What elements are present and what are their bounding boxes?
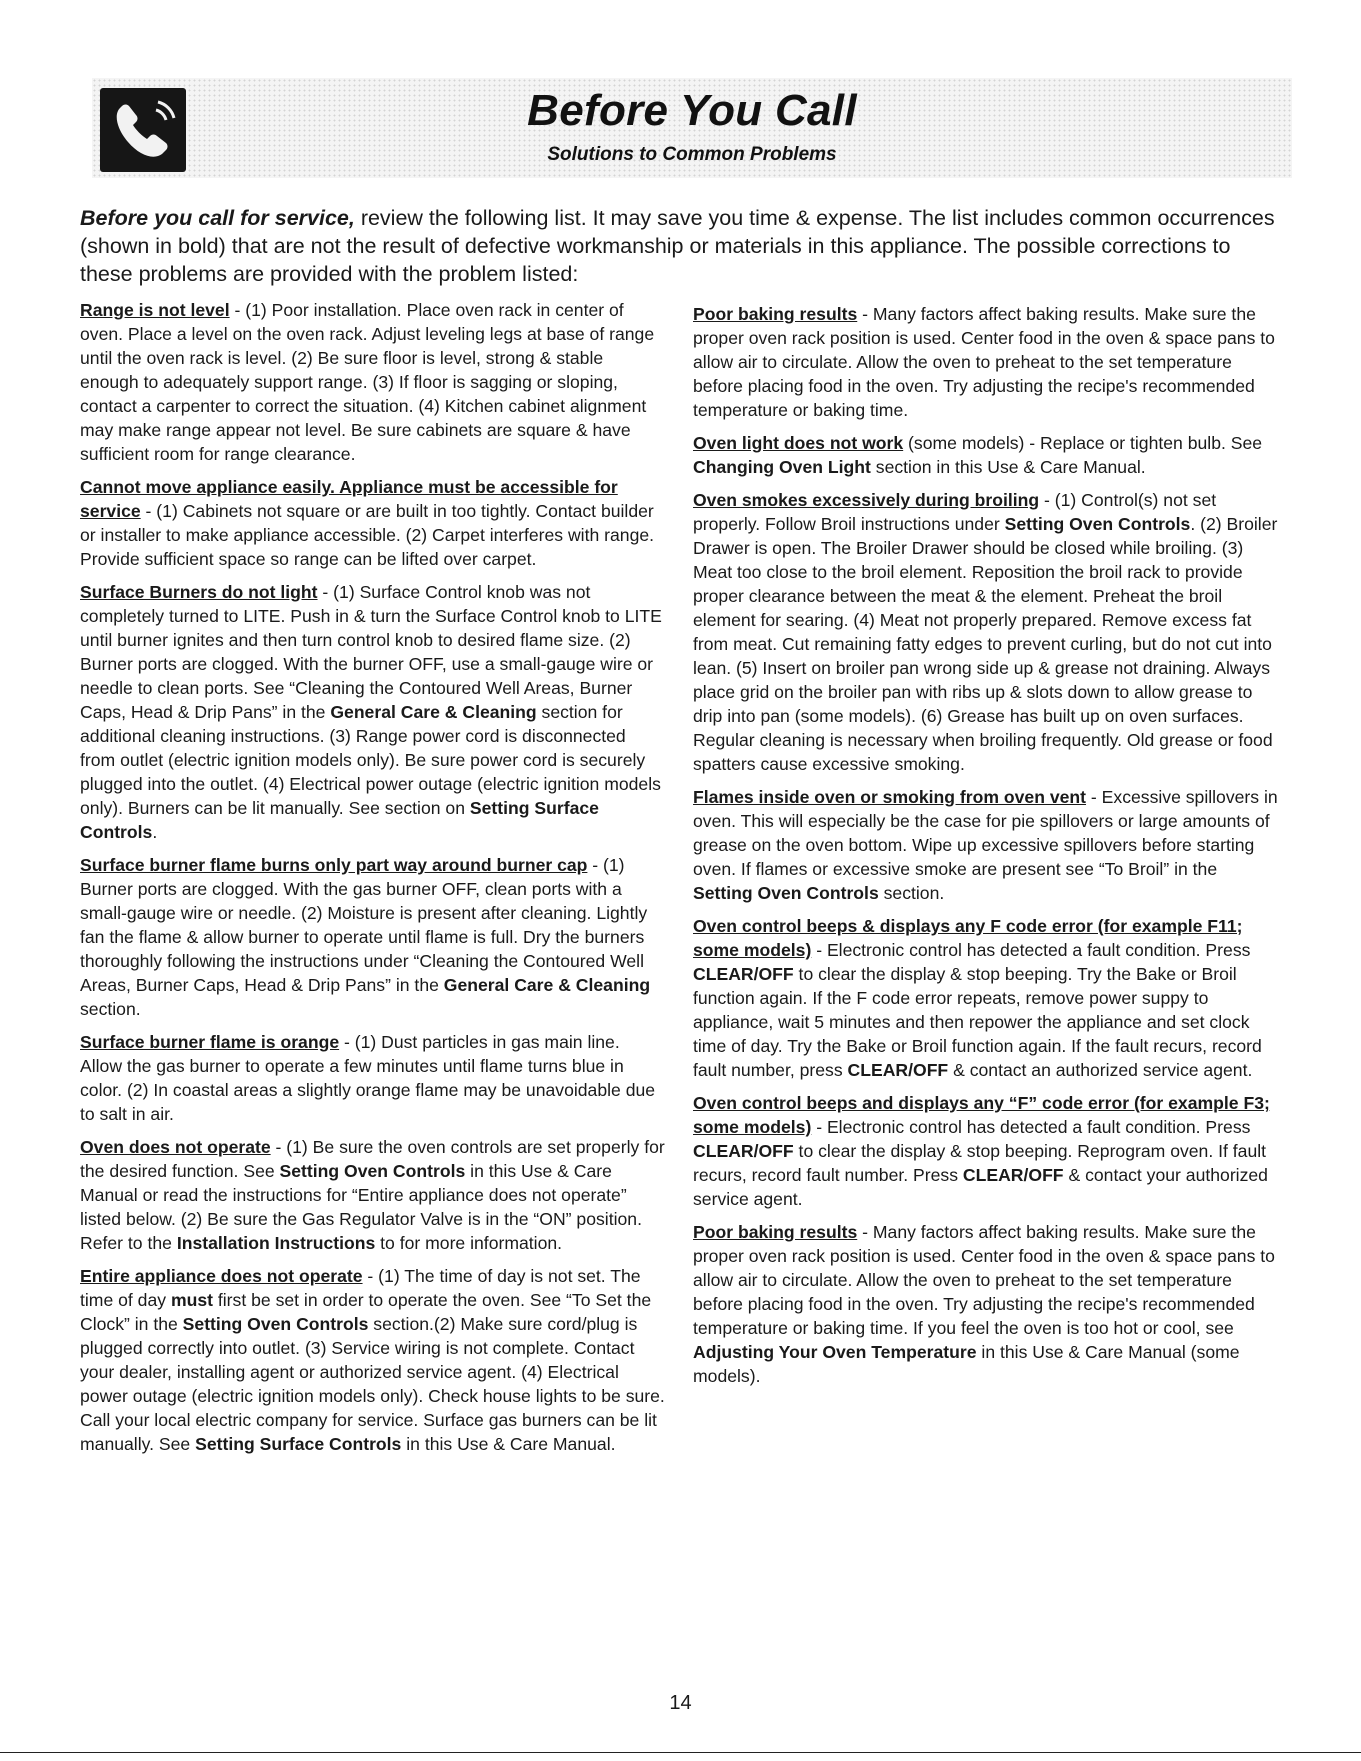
problem-text: - (1) Control(s) not set properly. Follow Broil instructions under (693, 490, 1217, 534)
problem-text: in this Use & Care Manual or read the instructions for “Entire appliance does not operate” listed below. (2) Be sure the Gas Regulator Valve is in the “ON” position. Refer to the (80, 1161, 642, 1253)
problem-item (693, 785, 1278, 905)
problem-text: section. (80, 999, 141, 1019)
bold-reference: Setting Surface Controls (195, 1434, 402, 1454)
page-number: 14 (669, 1692, 692, 1714)
problem-heading: Cannot move appliance easily. Appliance must be accessible for service (80, 477, 618, 521)
problem-item (80, 580, 665, 844)
bold-reference: Setting Oven Controls (1004, 514, 1191, 534)
problem-text: & contact an authorized service agent. (948, 1060, 1253, 1080)
problem-heading: Oven does not operate (80, 1137, 271, 1157)
right-column (693, 302, 1278, 1397)
problem-text: - (1) Poor installation. Place oven rack in center of oven. Place a level on the oven rack. Adjust leveling legs at base of range until the oven rack is level. (2) Be sure floor is level, strong & stable enough to adequately support range. (3) If floor is sagging or sloping, contact a carpenter to correct the situation. (4) Kitchen cabinet alignment may make range appear not level. Be sure cabinets are square & have sufficient room for range clearance. (80, 300, 655, 464)
problem-text: - (1) Surface Control knob was not completely turned to LITE. Push in & turn the Surface Control knob to LITE until burner ignites and then turn control knob to desired flame size. (2) Burner ports are clogged. With the burner OFF, use a small-gauge wire or needle to clean ports. See “Cleaning the Contoured Well Areas, Burner Caps, Head & Drip Pans” in the (80, 582, 662, 722)
problem-text: . (152, 822, 158, 842)
problem-text: section for additional cleaning instructions. (3) Range power cord is disconnected from outlet (electric ignition models only). Be sure power cord is securely plugged into the outlet. (4) Electrical power outage (electric ignition models only). Burners can be lit manually. See section on (80, 702, 661, 818)
problem-heading: Oven light does not work (693, 433, 904, 453)
problem-item (80, 1135, 665, 1255)
problem-text: to clear the display & stop beeping. Reprogram oven. If fault recurs, record fault number. Press (693, 1141, 1267, 1185)
intro-lead: Before you call for service, (80, 206, 355, 230)
page-title: Before You Call (527, 86, 857, 135)
problem-heading: Oven smokes excessively during broiling (693, 490, 1040, 510)
problem-text: & contact your authorized service agent. (693, 1165, 1268, 1209)
page-header (92, 78, 1292, 178)
problem-item (693, 302, 1278, 422)
problem-text: - (1) The time of day is not set. The time of day (80, 1266, 641, 1310)
problem-heading: Poor baking results (693, 1222, 858, 1242)
bold-reference: CLEAR/OFF (693, 964, 794, 984)
bold-reference: must (170, 1290, 213, 1310)
bold-reference: Changing Oven Light (693, 457, 871, 477)
problem-heading: Flames inside oven or smoking from oven vent (693, 787, 1087, 807)
problem-item (80, 1030, 665, 1126)
problem-text: - Many factors affect baking results. Make sure the proper oven rack position is used. Center food in the oven & space pans to allow air to circulate. Allow the oven to preheat to the set temperature before placing food in the oven. Try adjusting the recipe's recommended temperature or baking time. If you feel the oven is too hot or cool, see (693, 1222, 1275, 1338)
problem-text: - Excessive spillovers in oven. This will especially be the case for pie spillovers or large amounts of grease on the oven bottom. Wipe up excessive spillovers before starting oven. If flames or excessive smoke are present see “To Broil” in the (693, 787, 1278, 879)
problem-text: - Many factors affect baking results. Make sure the proper oven rack position is used. Center food in the oven & space pans to allow air to circulate. Allow the oven to preheat to the set temperature before placing food in the oven. Try adjusting the recipe's recommended temperature or baking time. (693, 304, 1275, 420)
problem-text: section.(2) Make sure cord/plug is plugged correctly into outlet. (3) Service wiring is not complete. Contact your dealer, installing agent or authorized service agent. (4) Electrical power outage (electric ignition models only). Check house lights to be sure. Call your local electric company for service. Surface gas burners can be lit manually. See (80, 1314, 665, 1454)
problem-text: in this Use & Care Manual (some models). (693, 1342, 1240, 1386)
bold-reference: Installation Instructions (176, 1233, 376, 1253)
problem-text: - Electronic control has detected a fault condition. Press (811, 1117, 1251, 1137)
bold-reference: Setting Oven Controls (693, 883, 879, 903)
problem-text: in this Use & Care Manual. (401, 1434, 616, 1454)
bold-reference: Adjusting Your Oven Temperature (693, 1342, 977, 1362)
problem-text: to for more information. (375, 1233, 563, 1253)
page-subtitle: Solutions to Common Problems (547, 144, 837, 165)
bold-reference: CLEAR/OFF (962, 1165, 1064, 1185)
problem-heading: Surface burner flame is orange (80, 1032, 340, 1052)
problem-heading: Entire appliance does not operate (80, 1266, 363, 1286)
problem-text: to clear the display & stop beeping. Try the Bake or Broil function again. If the F code error repeats, remove power suppy to appliance, wait 5 minutes and then repower the appliance and set clock time of day. Try the Bake or Broil function again. If the fault recurs, record fault number, press (693, 964, 1262, 1080)
problem-heading: Oven control beeps & displays any F code error (for example F11; some models) (693, 916, 1243, 960)
problem-item (80, 298, 665, 466)
problem-text: - (1) Cabinets not square or are built in too tightly. Contact builder or installer to make appliance accessible. (2) Carpet interferes with range. Provide sufficient space so range can be lifted over carpet. (80, 501, 655, 569)
bold-reference: General Care & Cleaning (330, 702, 537, 722)
problem-text: section in this Use & Care Manual. (870, 457, 1146, 477)
problem-heading: Surface Burners do not light (80, 582, 318, 602)
intro-text: review the following list. It may save you time & expense. The list includes common occurrences (shown in bold) that are not the result of defective workmanship or materials in this appliance. The possible corrections to these problems are provided with the problem listed: (80, 206, 1275, 286)
bold-reference: CLEAR/OFF (693, 1141, 794, 1161)
bold-reference: General Care & Cleaning (443, 975, 651, 995)
problem-item (693, 1220, 1278, 1388)
bold-reference: CLEAR/OFF (847, 1060, 949, 1080)
problem-item (693, 1091, 1278, 1211)
problem-item (693, 914, 1278, 1082)
bold-reference: Setting Surface Controls (80, 798, 599, 842)
bold-reference: Setting Oven Controls (182, 1314, 369, 1334)
problem-text: - (1) Burner ports are clogged. With the gas burner OFF, clean ports with a small-gauge wire or needle. (2) Moisture is present after cleaning. Lightly fan the flame & allow burner to operate until flame is full. Dry the burners thoroughly following the instructions under “Cleaning the Contoured Well Areas, Burner Caps, Head & Drip Pans” in the (80, 855, 648, 995)
problem-text: - Electronic control has detected a fault condition. Press (811, 940, 1251, 960)
left-column (80, 298, 665, 1465)
problem-item (80, 1264, 665, 1456)
problem-item (693, 431, 1278, 479)
problem-item (693, 488, 1278, 776)
problem-heading: Oven control beeps and displays any “F” code error (for example F3; some models) (693, 1093, 1270, 1137)
problem-item (80, 475, 665, 571)
intro-paragraph (80, 204, 1280, 288)
problem-text: section. (878, 883, 945, 903)
problem-text: (some models) - Replace or tighten bulb. See (903, 433, 1263, 453)
footer-rule (0, 1752, 1361, 1753)
bold-reference: Setting Oven Controls (279, 1161, 466, 1181)
problem-item (80, 853, 665, 1021)
problem-text: . (2) Broiler Drawer is open. The Broiler Drawer should be closed while broiling. (3) Meat too close to the broil element. Reposition the broil rack to provide proper clearance between the meat & the element. Preheat the broil element for searing. (4) Meat not properly prepared. Remove excess fat from meat. Cut remaining fatty edges to prevent curling, but do not cut into lean. (5) Insert on broiler pan wrong side up & grease not draining. Always place grid on the broiler pan with ribs up & slots down to allow grease to drip into pan (some models). (6) Grease has built up on oven surfaces. Regular cleaning is necessary when broiling frequently. Old grease or food spatters cause excessive smoking. (693, 514, 1278, 774)
problem-heading: Surface burner flame burns only part way around burner cap (80, 855, 588, 875)
problem-heading: Poor baking results (693, 304, 858, 324)
problem-text: - (1) Be sure the oven controls are set properly for the desired function. See (80, 1137, 665, 1181)
problem-heading: Range is not level (80, 300, 230, 320)
problem-text: - (1) Dust particles in gas main line. Allow the gas burner to operate a few minutes until flame turns blue in color. (2) In coastal areas a slightly orange flame may be unavoidable due to salt in air. (80, 1032, 656, 1124)
problem-text: first be set in order to operate the oven. See “To Set the Clock” in the (80, 1290, 652, 1334)
